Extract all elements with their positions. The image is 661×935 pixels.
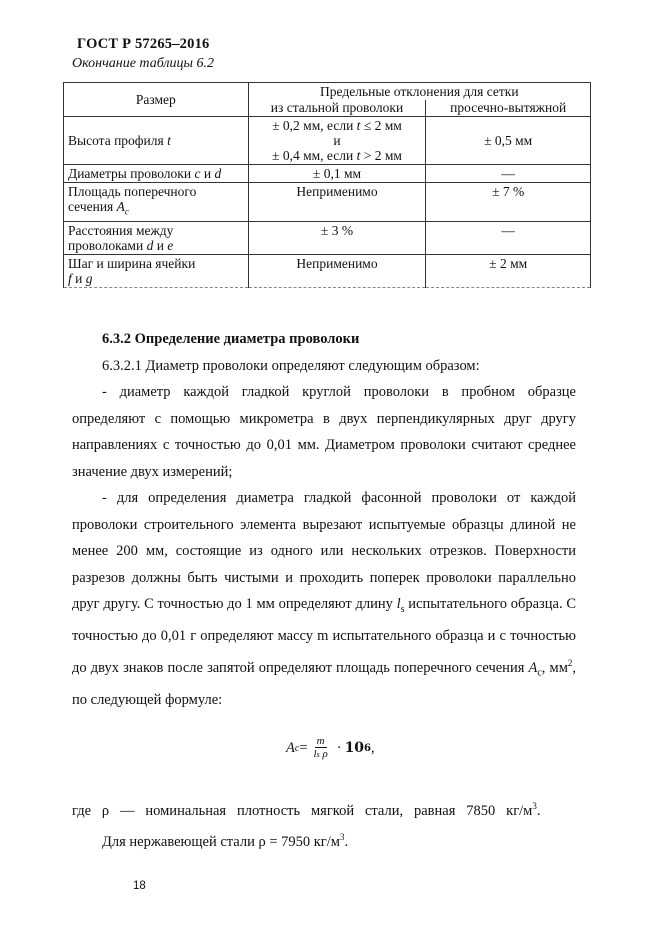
- row-expanded: —: [426, 221, 591, 254]
- table-row: [64, 183, 591, 222]
- row-steel: Неприменимо: [248, 183, 426, 222]
- paragraph: - для определения диаметра гладкой фасонной проволоки от каждой проволоки строительного элемента вырезают испытуемые образцы длиной не менее 200 мм, состоящие из одного или нескольких отрезков. Поверхности разрезов должны быть чистыми и проходить поперек проволоки параллельно друг другу. С точностью до 1 мм определяют длину $l_s$ испытательного образца. С точностью до 0,01 г определяют массу m испытательного образца и с точностью до двух знаков после запятой определяют площадь поперечного сечения $A_c$, $мм^2$, по следующей формуле:: [72, 490, 577, 709]
- document-id: ГОСТ Р 57265–2016: [77, 36, 210, 52]
- row-name: Шаг и ширина ячейки f и g: [64, 254, 249, 287]
- formula-fraction: $\frac{m}{\text{ls ρ}}$: [313, 735, 328, 760]
- page-number: 18: [133, 880, 146, 892]
- row-name: Расстояния между проволоками d и e: [64, 221, 249, 254]
- where-line: где ρ — номинальная плотность мягкой стали, равная 7850 $кг/м^3$.: [72, 801, 541, 819]
- table-caption: Окончание таблицы 6.2: [72, 56, 214, 71]
- row-steel: ± 0,1 мм: [248, 165, 426, 183]
- header-steel: из стальной проволоки: [248, 100, 426, 117]
- where-line: Для нержавеющей стали ρ = 7950 $кг/м^3$.: [102, 832, 349, 851]
- header-size: Размер: [64, 83, 249, 117]
- table-row: [64, 221, 591, 254]
- table-row: [64, 117, 591, 165]
- row-steel: Неприменимо: [248, 254, 426, 287]
- where-block: [72, 793, 576, 856]
- paragraph: - диаметр каждой гладкой круглой проволоки в пробном образце определяют с помощью микрометра в двух перпендикулярных друг другу направлениях с точностью до 0,01 мм. Диаметром проволоки считают среднее значение двух измерений;: [72, 384, 576, 480]
- header-group: Предельные отклонения для сетки: [248, 83, 590, 100]
- section-body: [72, 326, 576, 714]
- row-expanded: ± 2 мм: [426, 254, 591, 287]
- section-heading: 6.3.2 Определение диаметра проволоки: [102, 331, 360, 347]
- row-expanded: ± 0,5 мм: [426, 117, 591, 165]
- table-header-row: [64, 83, 591, 100]
- row-name: Площадь поперечного сечения $A_c$: [64, 183, 249, 222]
- row-name: Высота профиля t: [64, 117, 249, 165]
- table-row: [64, 165, 591, 183]
- row-expanded: —: [426, 165, 591, 183]
- tolerance-table: [63, 82, 591, 288]
- row-steel: ± 3 %: [248, 221, 426, 254]
- header-expanded: просечно-вытяжной: [426, 100, 591, 117]
- paragraph: 6.3.2.1 Диаметр проволоки определяют следующим образом:: [102, 357, 480, 374]
- table-row: [64, 254, 591, 287]
- row-name: Диаметры проволоки c и d: [64, 165, 249, 183]
- row-steel: ± 0,2 мм, если t ≤ 2 мм и ± 0,4 мм, если t > 2 мм: [248, 117, 426, 165]
- row-expanded: ± 7 %: [426, 183, 591, 222]
- area-formula: A c = $\frac{m}{\text{ls ρ}}$ · 10 6 ,: [286, 735, 375, 760]
